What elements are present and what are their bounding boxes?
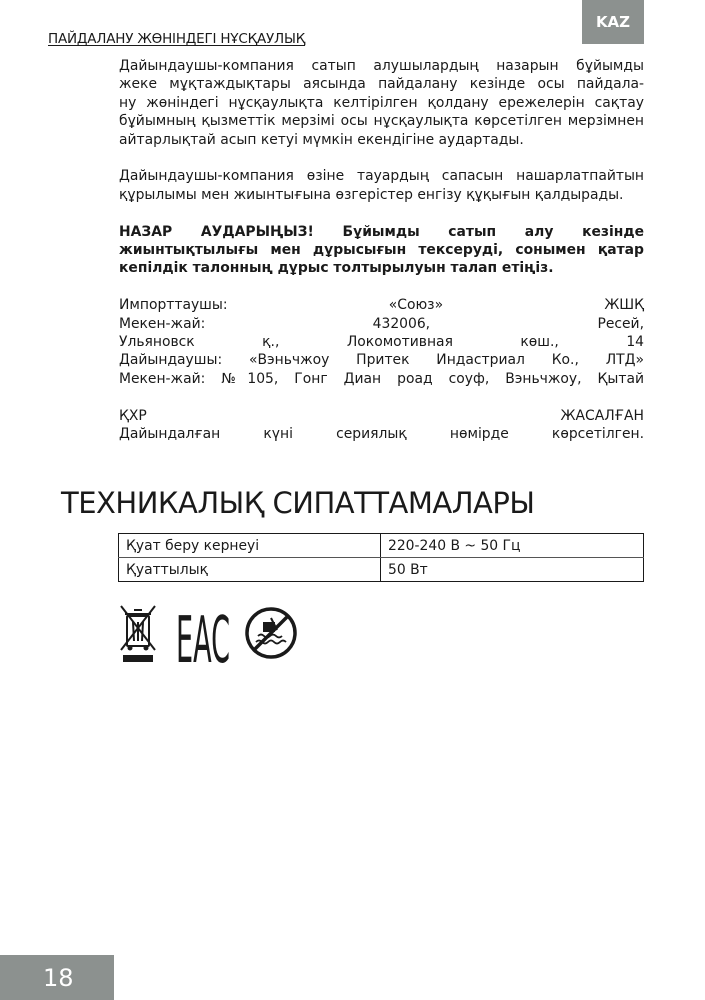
text-line: НАЗАР АУДАРЫҢЫЗ! Бұйымды сатып алу кезінде (119, 223, 644, 240)
spec-label: Қуаттылық (119, 558, 381, 582)
text-line: жеке мұқтаждықтары аясында пайдалану кезінде осы пайдала- (119, 76, 644, 93)
eac-mark-icon (176, 604, 230, 678)
page-number: 18 (0, 955, 114, 1000)
text-line: Дайындаушы-компания өзіне тауардың сапасын нашарлатпайтын (119, 168, 644, 185)
text-line: Мекен-жай: №105, Гонг Диан роад соуф, Вэньчжоу, Қытай (119, 370, 644, 387)
spec-value: 220-240 В ~ 50 Гц (381, 534, 644, 558)
text-line: бұйымның қызметтік мерзімі осы нұсқаулықта көрсетілген мерзімнен (119, 113, 644, 130)
text-line: жиынтықтылығы мен дұрысығын тексеруді, сонымен қатар (119, 242, 644, 259)
specs-table (118, 533, 644, 582)
section-title: ТЕХНИКАЛЫҚ СИПАТТАМАЛАРЫ (61, 486, 535, 520)
spec-label: Қуат беру кернеуі (119, 534, 381, 558)
text-line: кепілдік талонның дұрыс толтырылуын талап етіңіз. (119, 260, 554, 277)
text-line: Мекен-жай: 432006, Ресей, (119, 315, 644, 332)
paragraph-intro (119, 57, 644, 149)
paragraph-origin (119, 407, 644, 444)
weee-bin-icon (118, 603, 158, 663)
header-title: ПАЙДАЛАНУ ЖӨНІНДЕГІ НҰСҚАУЛЫҚ (48, 31, 306, 47)
text-line: ҚХР ЖАСАЛҒАН (119, 407, 644, 424)
language-tab: KAZ (582, 0, 644, 44)
manual-text (119, 57, 644, 462)
text-line: ну жөніндегі нұсқаулықта келтірілген қолдану ережелерін сақтау (119, 94, 644, 111)
eac-text: EAC (176, 604, 230, 678)
text-line: Дайындаушы-компания сатып алушылардың назарын бұйымды (119, 58, 644, 74)
text-line: Дайындаушы: «Вэньчжоу Притек Индастриал Ко., ЛТД» (119, 352, 644, 369)
text-line: құрылымы мен жиынтығына өзгерістер енгізу құқығын қалдырады. (119, 186, 624, 203)
paragraph-rights (119, 167, 644, 204)
paragraph-attention (119, 223, 644, 278)
table-row (119, 558, 644, 582)
paragraph-importer (119, 296, 644, 388)
spec-value: 50 Вт (381, 558, 644, 582)
text-line: айтарлықтай асып кетуі мүмкін екендігіне аудартады. (119, 131, 524, 148)
table-row (119, 534, 644, 558)
no-water-immersion-icon (244, 606, 298, 660)
text-line: Импорттаушы: «Союз» ЖШҚ (119, 297, 644, 314)
text-line: Ульяновск қ., Локомотивная көш., 14 (119, 334, 644, 351)
text-line: Дайындалған күні сериялық нөмірде көрсетілген. (119, 426, 644, 443)
